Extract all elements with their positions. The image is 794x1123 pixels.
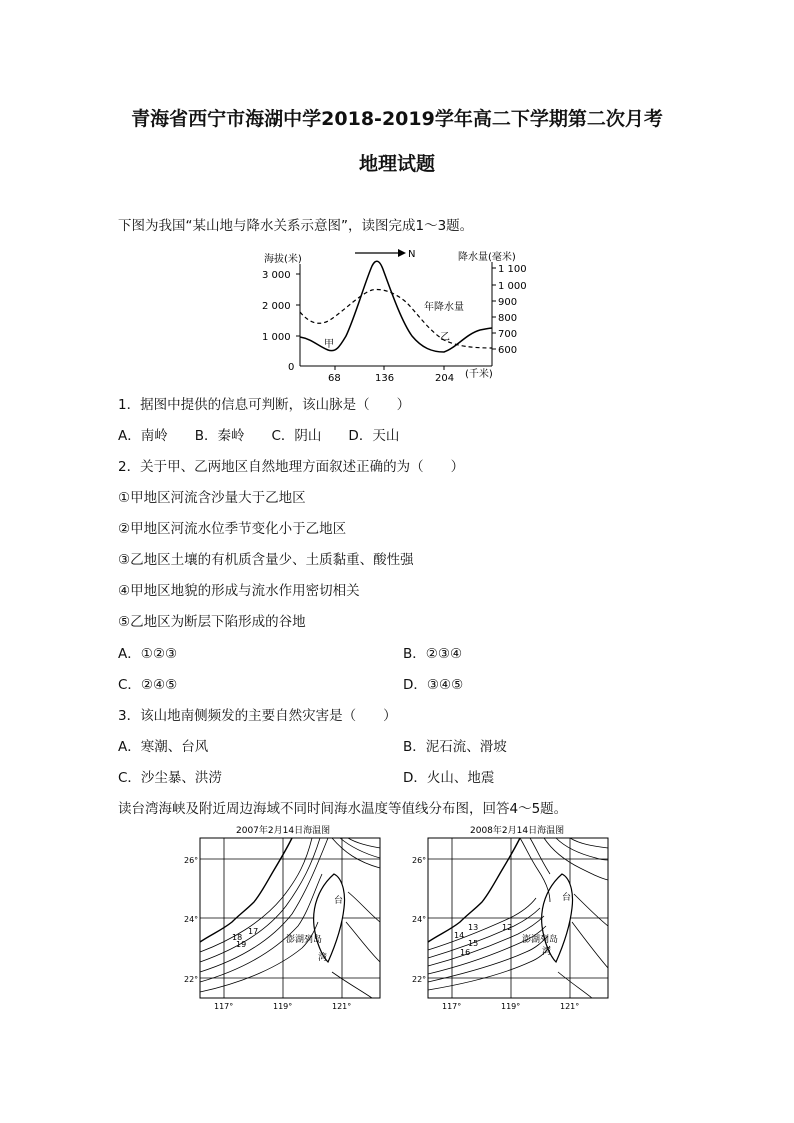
q3-option-d: D．火山、地震 [403,770,495,786]
right-axis-label: 降水量(毫米) [458,252,516,263]
left-tick-2000: 2 000 [262,301,291,312]
sea-temperature-map-2007 [182,822,387,1012]
q2-option-b: B．②③④ [403,646,463,662]
map2-iso-14: 14 [454,931,465,940]
right-tick-600: 600 [498,345,518,356]
left-axis-label: 海拔(米) [264,254,302,265]
map1-lat-24: 24° [184,915,199,924]
right-tick-900: 900 [498,297,518,308]
map2-iso-12: 12 [502,923,513,932]
left-tick-0: 0 [288,362,295,373]
map2-iso-13: 13 [468,923,479,932]
q1-options: A．南岭 B．秦岭 C．阴山 D．天山 [118,428,400,444]
right-tick-1000: 1 000 [498,281,527,292]
q1-stem: 1．据图中提供的信息可判断，该山脉是（ ） [118,397,411,413]
q2-option-c: C．②④⑤ [118,677,178,693]
map2-iso-16: 16 [460,948,471,957]
map2-lon-121: 121° [560,1002,580,1011]
q2-statement-4: ④甲地区地貌的形成与流水作用密切相关 [118,583,360,599]
left-tick-3000: 3 000 [262,270,291,281]
q2-statement-1: ①甲地区河流含沙量大于乙地区 [118,490,306,506]
map1-lat-22: 22° [184,975,199,984]
q2-option-a: A．①②③ [118,646,178,662]
map1-place-tai: 台 [334,896,344,906]
right-tick-800: 800 [498,313,518,324]
label-jia: 甲 [324,339,334,350]
q2-statement-3: ③乙地区土壤的有机质含量少、土质黏重、酸性强 [118,552,414,568]
map2-iso-15: 15 [468,939,479,948]
map2-title: 2008年2月14日海温图 [470,826,565,836]
map1-place-wan: 湾 [318,953,328,963]
map1-lon-121: 121° [332,1002,352,1011]
right-tick-700: 700 [498,329,518,340]
left-tick-1000: 1 000 [262,332,291,343]
map2-lat-26: 26° [412,856,427,865]
map2-lat-24: 24° [412,915,427,924]
q2-statement-5: ⑤乙地区为断层下陷形成的谷地 [118,614,306,630]
map1-lat-26: 26° [184,856,199,865]
label-yi: 乙 [440,332,450,343]
q3-option-c: C．沙尘暴、洪涝 [118,770,222,786]
x-tick-68: 68 [328,373,341,384]
map2-lon-117: 117° [442,1002,462,1011]
x-tick-204: 204 [435,373,455,384]
q3-option-b: B．泥石流、滑坡 [403,739,507,755]
map1-iso-18: 18 [232,933,243,942]
map1-place-penghu: 澎湖列岛 [286,935,323,945]
intro-text-2: 读台湾海峡及附近周边海域不同时间海水温度等值线分布图，回答4～5题。 [118,801,568,817]
map1-title: 2007年2月14日海温图 [236,826,331,836]
map2-place-tai: 台 [562,893,572,903]
q2-stem: 2．关于甲、乙两地区自然地理方面叙述正确的为（ ） [118,459,465,475]
sea-temperature-map-2008 [410,822,615,1012]
map2-place-wan: 湾 [542,947,552,957]
q3-option-a: A．寒潮、台风 [118,739,209,755]
map1-lon-117: 117° [214,1002,234,1011]
map1-taiwan-island [314,874,345,962]
map2-lon-119: 119° [501,1002,521,1011]
map2-place-penghu: 澎湖列岛 [522,935,559,945]
q2-statement-2: ②甲地区河流水位季节变化小于乙地区 [118,521,347,537]
document-subtitle: 地理试题 [358,153,435,175]
label-annual-rain: 年降水量 [424,302,464,313]
intro-text-1: 下图为我国“某山地与降水关系示意图”，读图完成1～3题。 [118,218,474,234]
q2-option-d: D．③④⑤ [403,677,464,693]
map1-mainland-coast [200,838,292,942]
map1-iso-19: 19 [236,940,247,949]
map1-lon-119: 119° [273,1002,293,1011]
x-tick-136: 136 [375,373,395,384]
north-label: N [408,249,416,260]
right-tick-1100: 1 100 [498,264,527,275]
map1-iso-17: 17 [248,927,259,936]
mountain-precipitation-figure [260,242,530,387]
map2-lat-22: 22° [412,975,427,984]
x-unit: (千米) [465,369,493,380]
q3-stem: 3．该山地南侧频发的主要自然灾害是（ ） [118,708,397,724]
document-title: 青海省西宁市海湖中学2018-2019学年高二下学期第二次月考 [131,108,663,130]
